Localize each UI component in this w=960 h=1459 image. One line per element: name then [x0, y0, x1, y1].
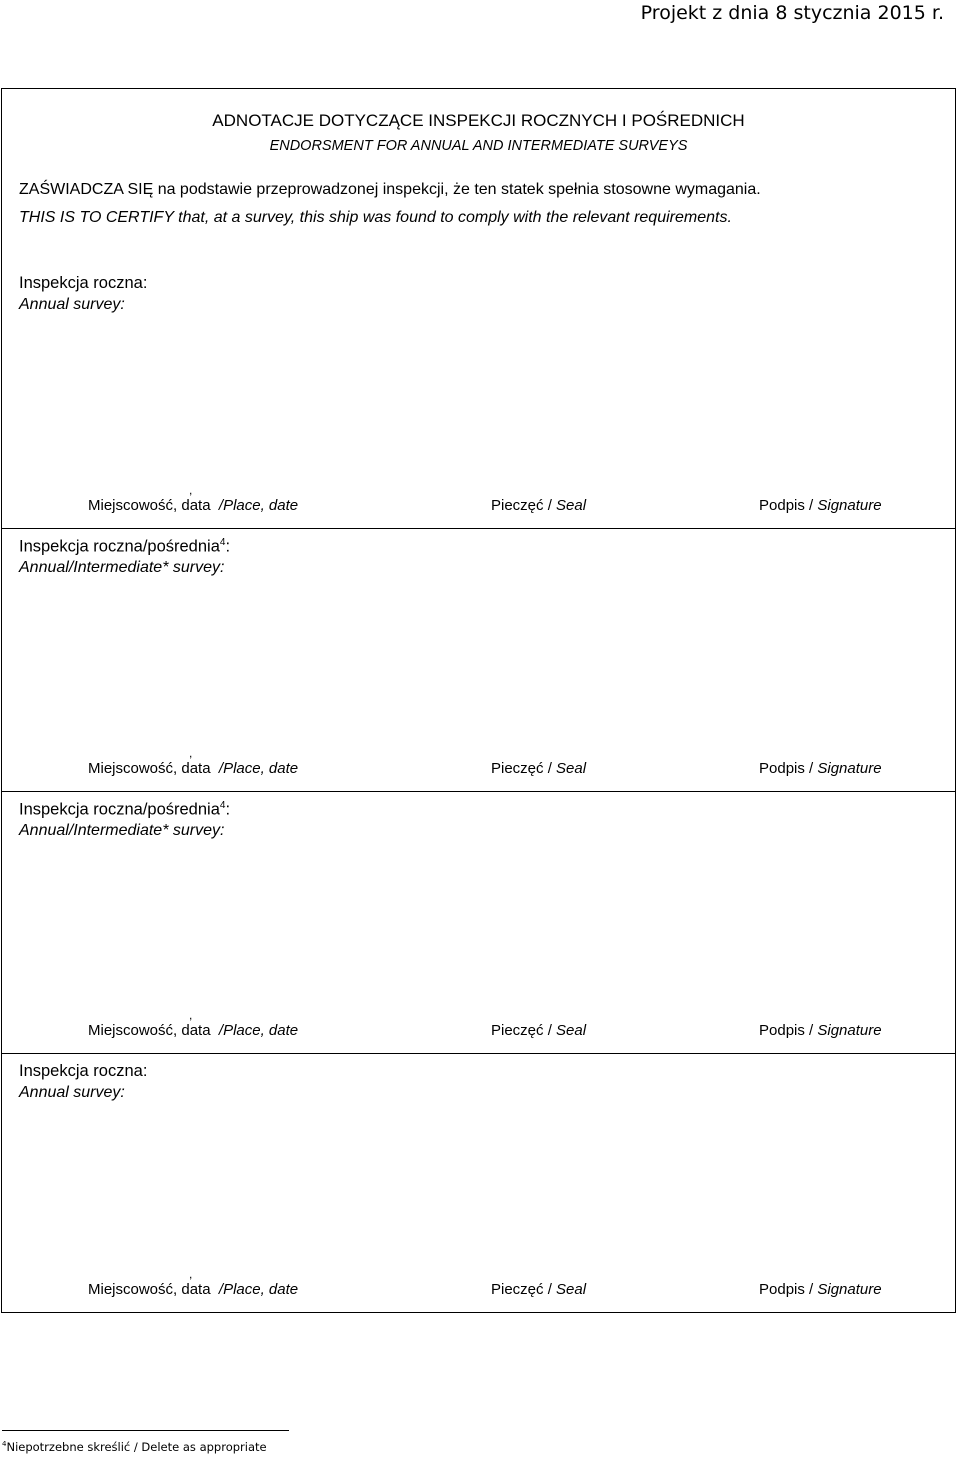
section-subtitle: Annual/Intermediate* survey:: [19, 822, 225, 839]
footnote-ref: 4: [219, 800, 226, 811]
signature-row: [2, 483, 955, 519]
comma-mark: ,: [189, 746, 193, 760]
signature-field[interactable]: Podpis / Signature: [759, 1281, 882, 1298]
footnote-ref: 4: [219, 537, 226, 548]
section-title: Inspekcja roczna/pośrednia$^4$:: [19, 800, 231, 819]
footnote-marker: 4: [2, 1440, 7, 1449]
endorsement-form: [1, 88, 956, 1313]
comma-mark: ,: [189, 483, 193, 497]
section-subtitle: Annual survey:: [19, 296, 125, 313]
section-title: Inspekcja roczna:: [19, 274, 148, 292]
project-date: Projekt z dnia 8 stycznia 2015 r.: [640, 2, 944, 24]
section-subtitle: Annual survey:: [19, 1084, 125, 1101]
place-date-field[interactable]: Miejscowość, data /Place, date: [88, 760, 299, 777]
signature-field[interactable]: Podpis / Signature: [759, 760, 882, 777]
certify-statement-pl: ZAŚWIADCZA SIĘ na podstawie przeprowadzonej inspekcji, że ten statek spełnia stosowne wymagania.: [19, 181, 761, 198]
survey-section-4: [2, 1053, 955, 1312]
certify-statement-en: THIS IS TO CERTIFY that, at a survey, this ship was found to comply with the relevant requirements.: [19, 209, 732, 226]
seal-field[interactable]: Pieczęć / Seal: [491, 1281, 587, 1298]
section-title: Inspekcja roczna/pośrednia$^4$:: [19, 537, 231, 556]
signature-row: [2, 1267, 955, 1303]
footnote-divider: [2, 1430, 289, 1431]
seal-field[interactable]: Pieczęć / Seal: [491, 1022, 587, 1039]
footnote: [2, 1440, 267, 1454]
form-title-pl: ADNOTACJE DOTYCZĄCE INSPEKCJI ROCZNYCH I POŚREDNICH: [212, 111, 745, 130]
signature-field[interactable]: Podpis / Signature: [759, 497, 882, 514]
form-title-en: ENDORSMENT FOR ANNUAL AND INTERMEDIATE SURVEYS: [269, 138, 688, 154]
survey-section-2: [2, 528, 955, 791]
seal-field[interactable]: Pieczęć / Seal: [491, 760, 587, 777]
place-date-field[interactable]: Miejscowość, data /Place, date: [88, 497, 299, 514]
signature-row: [2, 746, 955, 782]
comma-mark: ,: [189, 1267, 193, 1281]
place-date-field[interactable]: Miejscowość, data /Place, date: [88, 1022, 299, 1039]
seal-field[interactable]: Pieczęć / Seal: [491, 497, 587, 514]
footnote-text: Niepotrzebne skreślić / Delete as appropriate: [6, 1440, 267, 1454]
survey-section-1: [2, 266, 955, 528]
place-date-field[interactable]: Miejscowość, data /Place, date: [88, 1281, 299, 1298]
survey-section-3: [2, 791, 955, 1053]
comma-mark: ,: [189, 1008, 193, 1022]
section-title: Inspekcja roczna:: [19, 1062, 148, 1080]
signature-field[interactable]: Podpis / Signature: [759, 1022, 882, 1039]
section-subtitle: Annual/Intermediate* survey:: [19, 559, 225, 576]
signature-row: [2, 1008, 955, 1044]
